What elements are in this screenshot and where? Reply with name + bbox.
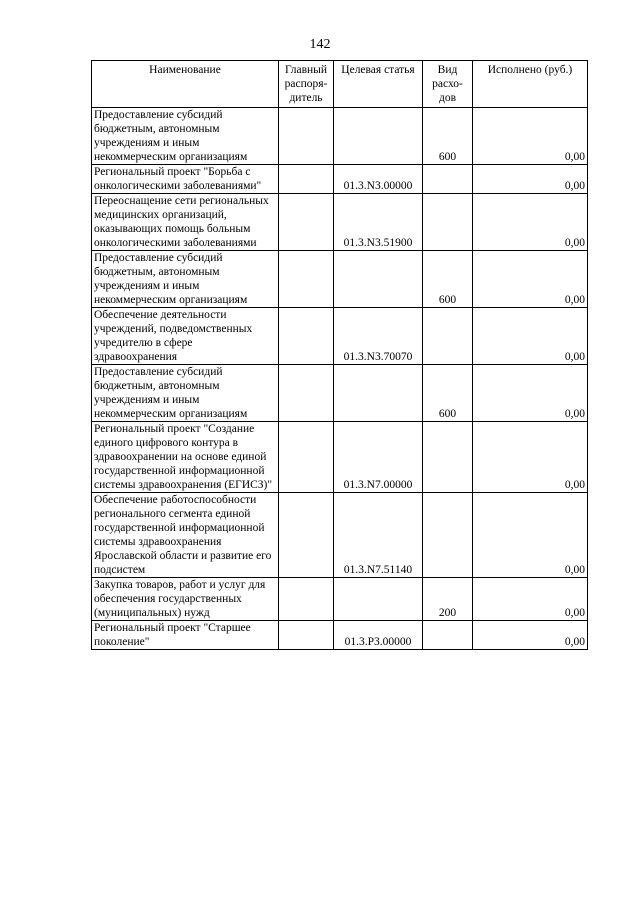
- row-type-cell: [423, 194, 473, 251]
- row-admin-cell: [279, 308, 334, 365]
- row-amount-cell: 0,00: [473, 578, 588, 621]
- row-name-cell: Предоставление субсидий бюджетным, автономным учреждениям и иным некоммерческим организациям: [92, 251, 279, 308]
- row-amount-cell: 0,00: [473, 251, 588, 308]
- row-code-cell: [334, 108, 423, 165]
- row-name-cell: Переоснащение сети региональных медицинских организаций, оказывающих помощь больным онкологическими заболеваниями: [92, 194, 279, 251]
- row-type-cell: [423, 308, 473, 365]
- table-row: [92, 621, 588, 650]
- row-admin-cell: [279, 251, 334, 308]
- row-amount-cell: 0,00: [473, 422, 588, 493]
- row-name-cell: Региональный проект "Создание единого цифрового контура в здравоохранении на основе единой государственной информационной системы здравоохранения (ЕГИСЗ)": [92, 422, 279, 493]
- row-admin-cell: [279, 621, 334, 650]
- row-amount-cell: 0,00: [473, 621, 588, 650]
- row-admin-cell: [279, 165, 334, 194]
- row-name-cell: Предоставление субсидий бюджетным, автономным учреждениям и иным некоммерческим организациям: [92, 108, 279, 165]
- row-amount-cell: 0,00: [473, 365, 588, 422]
- row-amount-cell: 0,00: [473, 165, 588, 194]
- table-row: [92, 578, 588, 621]
- row-name-cell: Предоставление субсидий бюджетным, автономным учреждениям и иным некоммерческим организациям: [92, 365, 279, 422]
- table-row: [92, 365, 588, 422]
- row-admin-cell: [279, 493, 334, 578]
- row-admin-cell: [279, 578, 334, 621]
- table-body: [92, 108, 588, 650]
- header-row: [92, 61, 588, 108]
- row-type-cell: 200: [423, 578, 473, 621]
- row-code-cell: [334, 251, 423, 308]
- row-code-cell: 01.3.P3.00000: [334, 621, 423, 650]
- row-type-cell: [423, 493, 473, 578]
- column-header-type: Вид расхо-дов: [423, 61, 473, 108]
- row-code-cell: [334, 578, 423, 621]
- row-admin-cell: [279, 422, 334, 493]
- table-row: [92, 308, 588, 365]
- table-row: [92, 422, 588, 493]
- column-header-name: Наименование: [92, 61, 279, 108]
- row-amount-cell: 0,00: [473, 108, 588, 165]
- row-code-cell: 01.3.N3.51900: [334, 194, 423, 251]
- row-code-cell: [334, 365, 423, 422]
- row-code-cell: 01.3.N3.00000: [334, 165, 423, 194]
- row-name-cell: Обеспечение работоспособности регионального сегмента единой государственной информационной системы здравоохранения Ярославской области и развитие его подсистем: [92, 493, 279, 578]
- row-name-cell: Обеспечение деятельности учреждений, подведомственных учредителю в сфере здравоохранения: [92, 308, 279, 365]
- row-name-cell: Региональный проект "Старшее поколение": [92, 621, 279, 650]
- row-name-cell: Закупка товаров, работ и услуг для обеспечения государственных (муниципальных) нужд: [92, 578, 279, 621]
- row-admin-cell: [279, 194, 334, 251]
- row-admin-cell: [279, 108, 334, 165]
- row-type-cell: 600: [423, 365, 473, 422]
- row-amount-cell: 0,00: [473, 308, 588, 365]
- column-header-amount: Исполнено (руб.): [473, 61, 588, 108]
- table-header: [92, 61, 588, 108]
- table-row: [92, 251, 588, 308]
- row-type-cell: 600: [423, 251, 473, 308]
- row-code-cell: 01.3.N7.00000: [334, 422, 423, 493]
- budget-execution-table: [91, 60, 588, 650]
- table-row: [92, 493, 588, 578]
- column-header-admin: Главный распоря-дитель: [279, 61, 334, 108]
- table-row: [92, 194, 588, 251]
- row-amount-cell: 0,00: [473, 493, 588, 578]
- page-number: 142: [309, 37, 331, 52]
- row-type-cell: 600: [423, 108, 473, 165]
- table-row: [92, 108, 588, 165]
- row-code-cell: 01.3.N7.51140: [334, 493, 423, 578]
- row-type-cell: [423, 422, 473, 493]
- table-row: [92, 165, 588, 194]
- row-admin-cell: [279, 365, 334, 422]
- row-type-cell: [423, 621, 473, 650]
- column-header-code: Целевая статья: [334, 61, 423, 108]
- row-type-cell: [423, 165, 473, 194]
- row-amount-cell: 0,00: [473, 194, 588, 251]
- row-name-cell: Региональный проект "Борьба с онкологическими заболеваниями": [92, 165, 279, 194]
- row-code-cell: 01.3.N3.70070: [334, 308, 423, 365]
